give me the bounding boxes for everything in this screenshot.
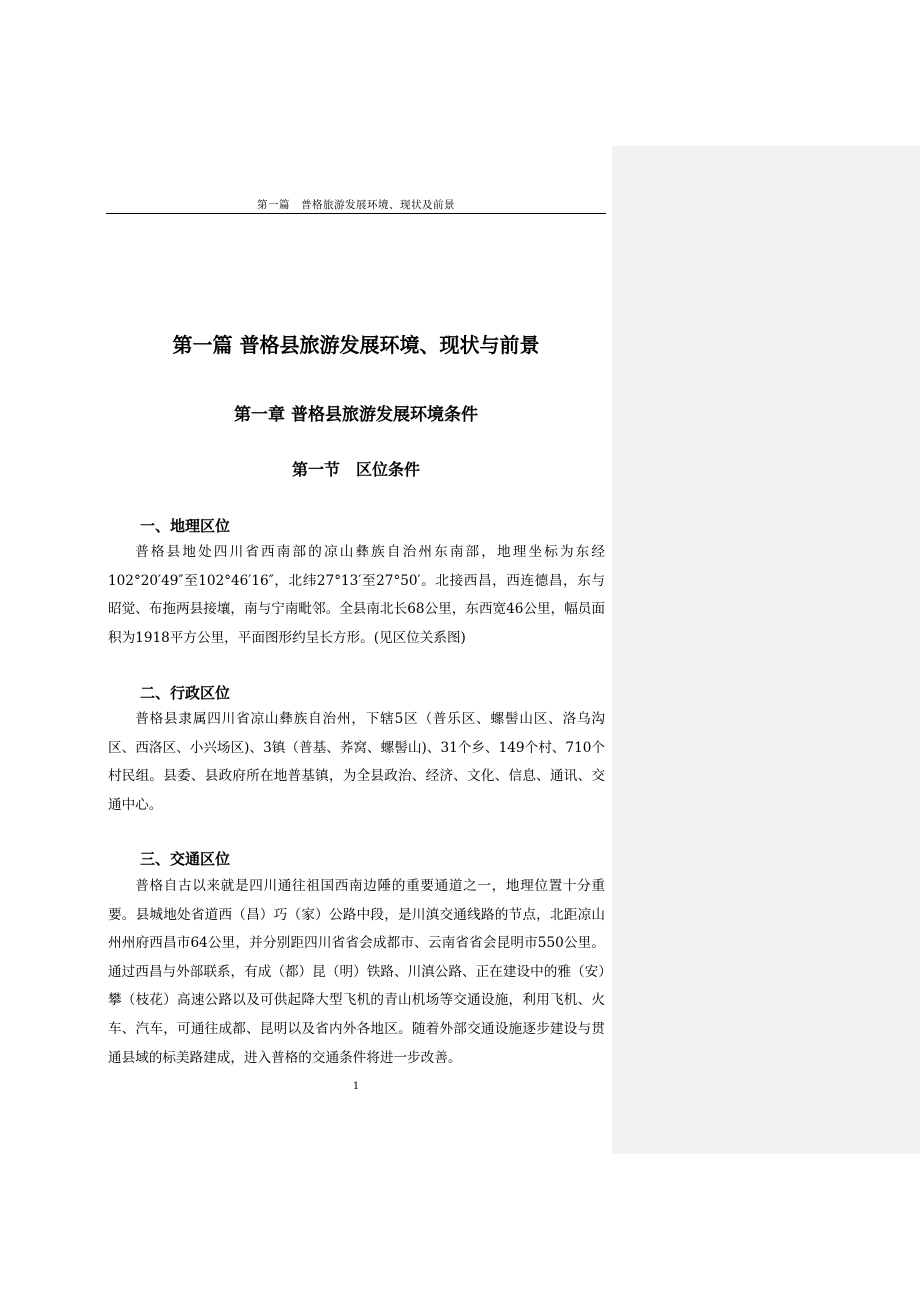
part-title: 第一篇 普格县旅游发展环境、现状与前景	[172, 333, 540, 357]
section-title: 第一节 区位条件	[291, 460, 420, 479]
chapter-title: 第一章 普格县旅游发展环境条件	[234, 405, 478, 425]
page-number: 1	[352, 1081, 360, 1092]
subheading-administrative-location: 二、行政区位	[140, 684, 231, 702]
comment-pane	[612, 146, 920, 1154]
running-header: 第一篇 普格旅游发展环境、现状及前景	[257, 199, 455, 211]
header-rule	[106, 213, 606, 214]
paragraph-transport-location: 普格自古以来就是四川通往祖国西南边陲的重要通道之一，地理位置十分重要。县城地处省道西（昌）巧（家）公路中段，是川滇交通线路的节点，北距凉山州州府西昌市64公里，并分别距四川省省会成都市、云南省省会昆明市550公里。通过西昌与外部联系，有成（都）昆（明）铁路、川滇公路、正在建设中的雅（安）攀（枝花）高速公路以及可供起降大型飞机的青山机场等交通设施，利用飞机、火车、汽车，可通往成都、昆明以及省内外各地区。随着外部交通设施逐步建设与贯通县域的标美路建成，进入普格的交通条件将进一步改善。	[108, 878, 605, 1066]
subheading-geographic-location: 一、地理区位	[140, 517, 231, 535]
paragraph-geographic-location: 普格县地处四川省西南部的凉山彝族自治州东南部，地理坐标为东经102°20′49″至102°46′16″，北纬27°13′至27°50′。北接西昌，西连德昌，东与昭觉、布拖两县接壤，南与宁南毗邻。全县南北长68公里，东西宽46公里，幅员面积为1918平方公里，平面图形约呈长方形。(见区位关系图)	[108, 544, 605, 646]
subheading-transport-location: 三、交通区位	[140, 850, 231, 868]
paragraph-administrative-location: 普格县隶属四川省凉山彝族自治州，下辖5区（普乐区、螺髻山区、洛乌沟区、西洛区、小兴场区)、3镇（普基、荞窝、螺髻山)、31个乡、149个村、710个村民组。县委、县政府所在地普基镇，为全县政治、经济、文化、信息、通讯、交通中心。	[108, 711, 605, 813]
